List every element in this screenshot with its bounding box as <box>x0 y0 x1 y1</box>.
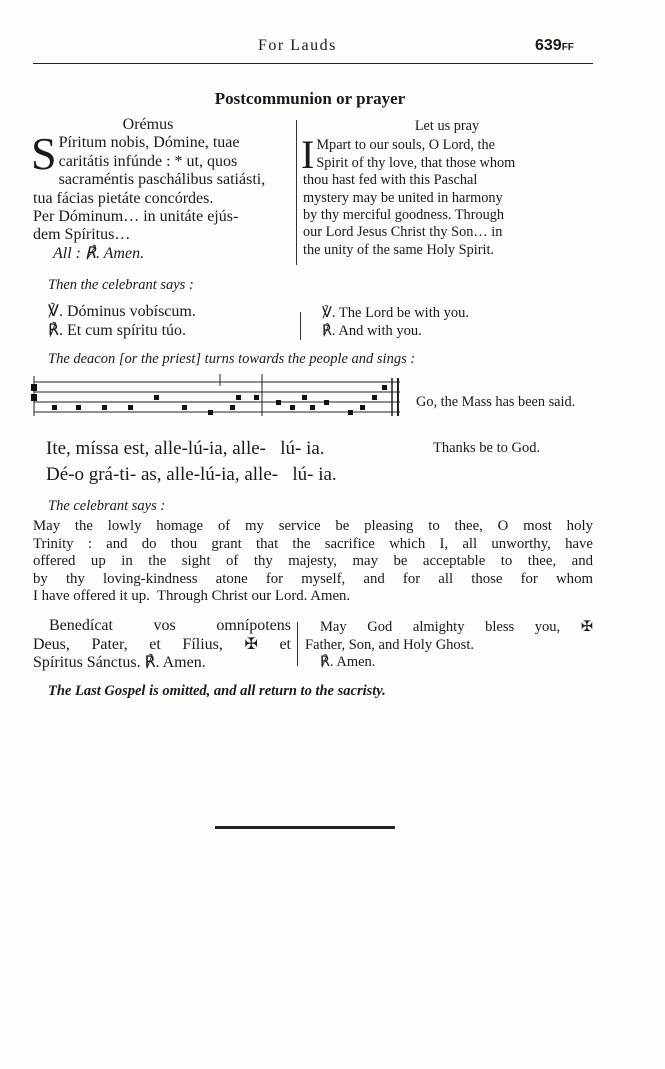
latin-blessing-line: Deus, Pater, et Fílius, ✠ et <box>33 635 291 653</box>
latin-line: dem Spíritus… <box>33 226 131 244</box>
dialogue-divider <box>300 312 301 340</box>
latin-heading: Orémus <box>122 116 174 133</box>
english-blessing-line: ℟. Amen. <box>320 654 376 670</box>
english-blessing-line: Father, Son, and Holy Ghost. <box>305 636 474 653</box>
drop-cap-latin: S <box>31 128 57 180</box>
prayer-line: by thy loving-kindness atone for myself, and for all those for whom <box>33 570 593 587</box>
chant-text-1: Ite, míssa est, alle-lú-ia, alle- lú- ia. <box>46 438 325 459</box>
english-blessing <box>305 619 593 672</box>
latin-dialogue <box>48 302 196 340</box>
english-line: mystery may be united in harmony <box>303 189 503 206</box>
latin-response: All : ℟. Amen. <box>53 244 145 262</box>
end-rule <box>215 826 395 829</box>
english-line: Mpart to our souls, O Lord, the <box>316 137 496 154</box>
running-title: For Lauds <box>258 37 337 54</box>
english-versicle: ℣. The Lord be with you. <box>322 305 469 321</box>
english-blessing-line: May God almighty bless you, ✠ <box>320 619 593 635</box>
english-response: ℟. And with you. <box>322 323 422 339</box>
latin-line: tua fácias pietáte concórdes. <box>33 189 214 207</box>
drop-cap-english: I <box>301 132 315 178</box>
rubric-celebrant: Then the celebrant says : <box>48 277 194 293</box>
chant-text-2: Dé-o grá-ti- as, alle-lú-ia, alle- lú- ia. <box>46 464 337 485</box>
chant-staff <box>30 372 404 428</box>
latin-line: Píritum nobis, Dómine, tuae <box>58 134 240 152</box>
english-postcommunion <box>303 118 591 259</box>
latin-blessing <box>33 617 291 673</box>
column-divider <box>296 120 297 265</box>
english-dialogue <box>322 304 469 340</box>
english-body <box>301 132 591 178</box>
english-dismissal-response: Thanks be to God. <box>433 440 541 456</box>
placeat-prayer <box>33 518 593 606</box>
latin-line: sacraméntis paschálibus satiásti, <box>58 171 266 189</box>
prayer-line: Trinity : and do thou grant that the sacrifice which I, all unworthy, have <box>33 535 593 552</box>
rubric-celebrant-says: The celebrant says : <box>48 498 166 514</box>
english-line: Spirit of thy love, that those whom <box>316 154 516 171</box>
section-title: Postcommunion or prayer <box>214 89 406 108</box>
prayer-line: May the lowly homage of my service be pleasing to thee, O most holy <box>33 518 593 534</box>
page-suffix: FF <box>561 42 574 53</box>
prayer-line: I have offered it up. Through Christ our Lord. Amen. <box>33 588 351 605</box>
latin-line: caritátis infúnde : * ut, quos <box>58 152 238 170</box>
english-dismissal: Go, the Mass has been said. <box>416 394 576 410</box>
rubric-deacon: The deacon [or the priest] turns towards the people and sings : <box>48 351 416 367</box>
english-line: our Lord Jesus Christ thy Son… in <box>303 224 503 241</box>
latin-line: Per Dóminum… in unitáte ejús- <box>33 208 239 226</box>
header-rule <box>33 63 593 64</box>
english-heading: Let us pray <box>414 118 480 134</box>
page-number: 639FF <box>535 37 574 54</box>
english-line: thou hast fed with this Paschal <box>303 172 478 189</box>
english-line: by thy merciful goodness. Through <box>303 207 505 224</box>
latin-response: ℟. Et cum spíritu túo. <box>48 322 187 339</box>
english-line: the unity of the same Holy Spirit. <box>303 241 494 258</box>
latin-blessing-line: Benedícat vos omnípotens <box>49 617 291 634</box>
latin-blessing-line: Spíritus Sánctus. ℟. Amen. <box>33 654 206 671</box>
closing-rubric: The Last Gospel is omitted, and all return to the sacristy. <box>48 683 386 699</box>
latin-postcommunion <box>33 116 293 263</box>
prayer-line: offered up in the sight of thy majesty, may be acceptable to thee, and <box>33 553 593 570</box>
latin-versicle: ℣. Dóminus vobíscum. <box>48 303 196 320</box>
blessing-divider <box>297 622 298 666</box>
